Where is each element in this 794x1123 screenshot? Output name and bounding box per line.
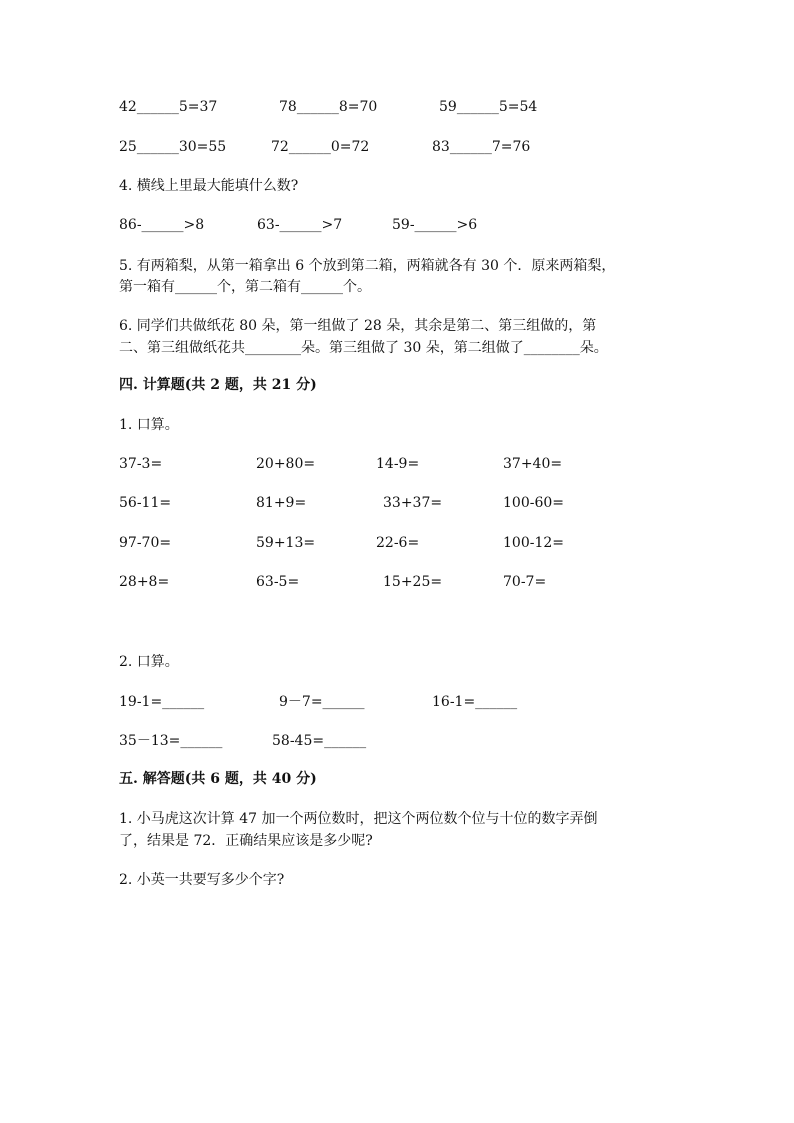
calc-item: 14-9= (376, 456, 420, 472)
fill-item: 78______8=70 (279, 99, 378, 115)
calc-item: 97-70= (119, 535, 172, 551)
calc-fill-item: 58-45=______ (272, 733, 367, 749)
calc-item: 37-3= (119, 456, 163, 472)
section-5-q1-line1: 1. 小马虎这次计算 47 加一个两位数时，把这个两位数个位与十位的数字弄倒 (119, 811, 598, 827)
calc-item: 100-12= (503, 535, 564, 551)
q4-item: 59-______>6 (392, 217, 478, 233)
section-5-title: 五. 解答题(共 6 题，共 40 分) (119, 771, 317, 787)
fill-item: 83______7=76 (432, 139, 531, 155)
calc-item: 56-11= (119, 495, 172, 511)
calc-item: 59+13= (256, 535, 316, 551)
fill-item: 72______0=72 (271, 139, 370, 155)
calc-item: 100-60= (503, 495, 564, 511)
calc-item: 70-7= (503, 574, 547, 590)
question-5-line2: 第一箱有______个，第二箱有______个。 (119, 279, 371, 295)
calc-item: 28+8= (119, 574, 170, 590)
section-5-q2: 2. 小英一共要写多少个字? (119, 872, 285, 888)
calc-item: 15+25= (383, 574, 443, 590)
q4-item: 86-______>8 (119, 217, 205, 233)
fill-item: 42______5=37 (119, 99, 218, 115)
calc-item: 81+9= (256, 495, 307, 511)
calc-item: 20+80= (256, 456, 316, 472)
calc-fill-item: 16-1=______ (432, 694, 518, 710)
calc-item: 63-5= (256, 574, 300, 590)
calc-item: 22-6= (376, 535, 420, 551)
question-6-line2: 二、第三组做纸花共________朵。第三组做了 30 朵，第二组做了________朵。 (119, 340, 608, 356)
question-4-title: 4. 横线上里最大能填什么数? (119, 178, 299, 194)
section-4-q2-title: 2. 口算。 (119, 654, 179, 670)
calc-fill-item: 9－7=______ (279, 694, 365, 710)
section-4-q1-title: 1. 口算。 (119, 417, 179, 433)
question-5-line1: 5. 有两箱梨，从第一箱拿出 6 个放到第二箱，两箱就各有 30 个．原来两箱梨， (119, 258, 616, 274)
fill-item: 59______5=54 (439, 99, 538, 115)
calc-fill-item: 19-1=______ (119, 694, 205, 710)
fill-item: 25______30=55 (119, 139, 227, 155)
calc-item: 37+40= (503, 456, 563, 472)
calc-item: 33+37= (383, 495, 443, 511)
section-4-title: 四. 计算题(共 2 题，共 21 分) (119, 377, 317, 393)
calc-fill-item: 35－13=______ (119, 733, 223, 749)
q4-item: 63-______>7 (257, 217, 343, 233)
section-5-q1-line2: 了，结果是 72．正确结果应该是多少呢? (119, 833, 373, 849)
question-6-line1: 6. 同学们共做纸花 80 朵，第一组做了 28 朵，其余是第二、第三组做的，第 (119, 318, 597, 334)
